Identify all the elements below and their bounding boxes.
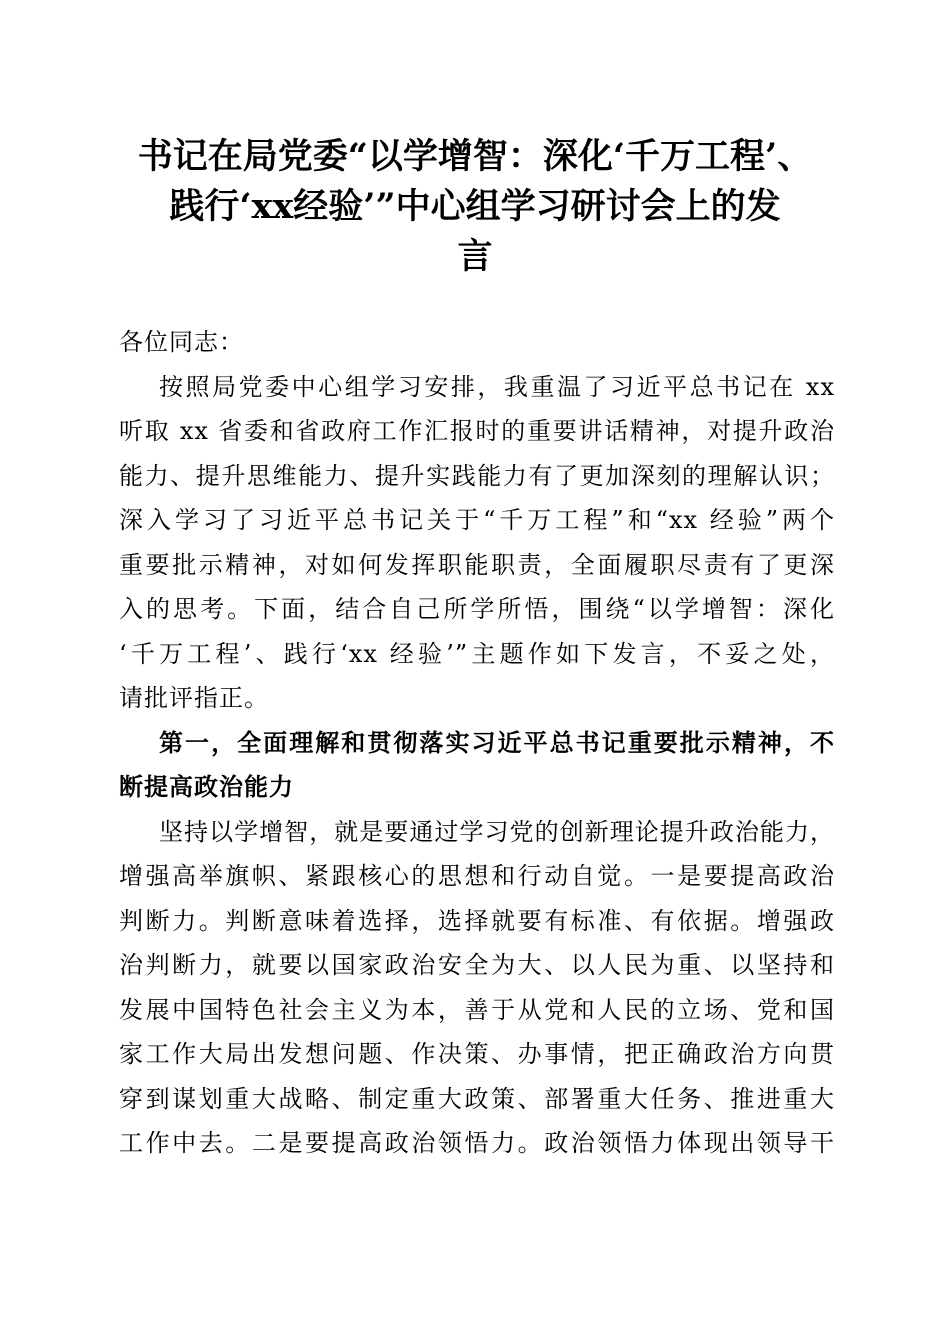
paragraph-line: 增强高举旗帜、紧跟核心的思想和行动自觉。一是要提高政治 xyxy=(119,862,835,890)
paragraph-line: 听取 xx 省委和省政府工作汇报时的重要讲话精神，对提升政治 xyxy=(119,417,835,445)
title-line: 书记在局党委“以学增智：深化‘千万工程’、 xyxy=(137,136,813,177)
paragraph-line: 穿到谋划重大战略、制定重大政策、部署重大任务、推进重大 xyxy=(119,1084,835,1113)
paragraph-line: 治判断力，就要以国家政治安全为大、以人民为重、以坚持和 xyxy=(119,951,835,979)
section-heading-line: 断提高政治能力 xyxy=(119,772,294,801)
document-body xyxy=(119,320,835,1166)
section-heading-line: 第一，全面理解和贯彻落实习近平总书记重要批示精神，不 xyxy=(159,727,835,757)
title-line: 言 xyxy=(457,236,493,277)
paragraph-line: ‘千万工程’、践行‘xx 经验’”主题作如下发言，不妥之处， xyxy=(119,639,835,668)
paragraph-line: 坚持以学增智，就是要通过学习党的创新理论提升政治能力， xyxy=(159,817,835,846)
paragraph-line: 请批评指正。 xyxy=(119,684,269,712)
title-line: 践行‘xx经验’”中心组学习研讨会上的发 xyxy=(169,186,781,227)
paragraph-line: 发展中国特色社会主义为本，善于从党和人民的立场、党和国 xyxy=(119,995,835,1024)
paragraph-line: 入的思考。下面，结合自己所学所悟，围绕“以学增智：深化 xyxy=(119,595,835,623)
paragraph-line: 判断力。判断意味着选择，选择就要有标准、有依据。增强政 xyxy=(119,906,835,935)
paragraph-line: 家工作大局出发想问题、作决策、办事情，把正确政治方向贯 xyxy=(119,1040,835,1068)
paragraph-line: 工作中去。二是要提高政治领悟力。政治领悟力体现出领导干 xyxy=(119,1129,835,1157)
document-title xyxy=(110,132,840,282)
salutation: 各位同志： xyxy=(119,328,244,356)
paragraph-line: 深入学习了习近平总书记关于“千万工程”和“xx 经验”两个 xyxy=(119,506,835,534)
paragraph-line: 能力、提升思维能力、提升实践能力有了更加深刻的理解认识； xyxy=(119,461,835,490)
paragraph-line: 按照局党委中心组学习安排，我重温了习近平总书记在 xx xyxy=(159,372,835,401)
paragraph-line: 重要批示精神，对如何发挥职能职责，全面履职尽责有了更深 xyxy=(119,550,835,579)
